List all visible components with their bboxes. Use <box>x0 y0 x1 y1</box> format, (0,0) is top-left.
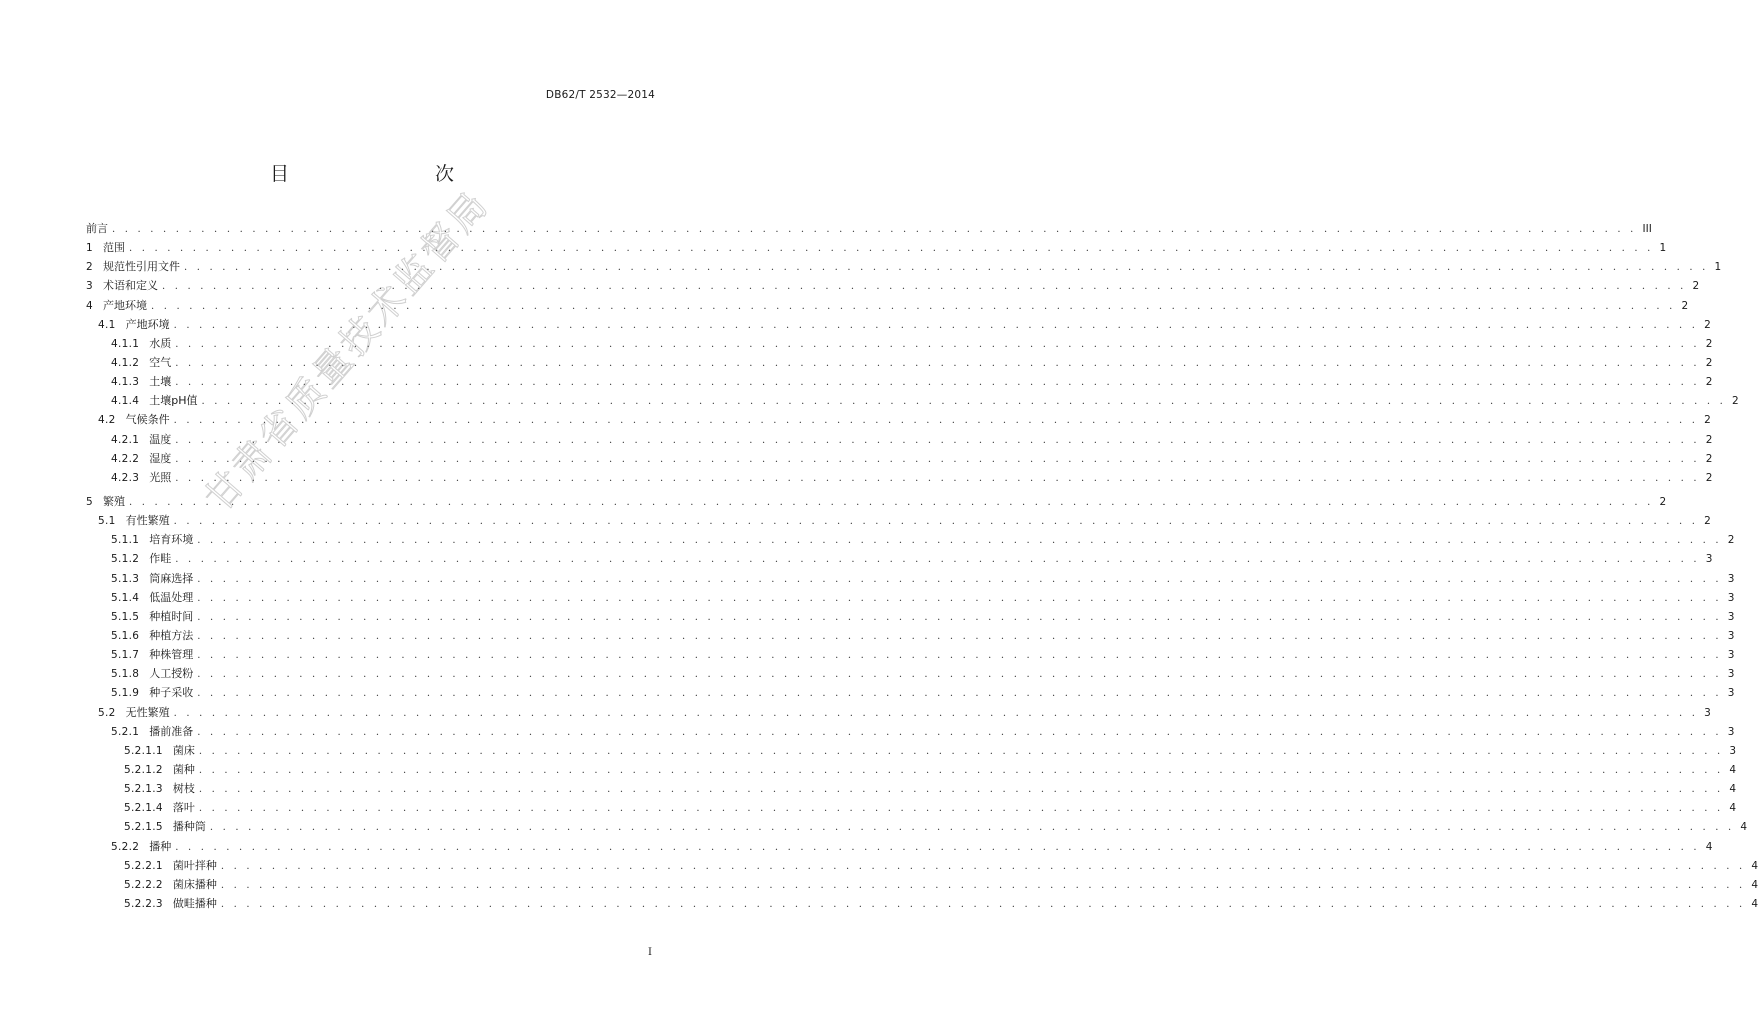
toc-entry-number: 4.2.3 <box>111 471 140 484</box>
toc-entry-page: 4 <box>1751 878 1758 891</box>
toc-entry[interactable] <box>86 569 1735 588</box>
toc-leader-dots: . . . . . . . . . . . . . . . . . . . . . . . . . . . . . . . . . . . . . . . . . . . . . . . . . . . . . . . . . . . . . . . . . . . . . . . . . . . . . . . . . . . . . . . . . . . . . . . . . . . . . . . . . . . . . . . . . . . . . . . . <box>197 592 1722 604</box>
toc-entry-page: 4 <box>1740 821 1748 834</box>
toc-entry-page: 4 <box>1705 840 1713 853</box>
page-number: I <box>648 947 652 958</box>
toc-leader-dots: . . . . . . . . . . . . . . . . . . . . . . . . . . . . . . . . . . . . . . . . . . . . . . . . . . . . . . . . . . . . . . . . . . . . . . . . . . . . . . . . . . . . . . . . . . . . . . . . . . . . . . . . . . . . . . . . . . . . . . . . <box>112 224 1637 235</box>
toc-leader-dots: . . . . . . . . . . . . . . . . . . . . . . . . . . . . . . . . . . . . . . . . . . . . . . . . . . . . . . . . . . . . . . . . . . . . . . . . . . . . . . . . . . . . . . . . . . . . . . . . . . . . . . . . . . . . . . . . . . . . . . . . <box>220 898 1746 910</box>
toc-entry-page: 3 <box>1727 649 1735 662</box>
toc-leader-dots: . . . . . . . . . . . . . . . . . . . . . . . . . . . . . . . . . . . . . . . . . . . . . . . . . . . . . . . . . . . . . . . . . . . . . . . . . . . . . . . . . . . . . . . . . . . . . . . . . . . . . . . . . . . . . . . . . . . . . . . . <box>150 300 1676 312</box>
toc-entry-number: 4.1 <box>98 318 116 331</box>
toc-entry-page: 2 <box>1705 356 1713 369</box>
toc-entry-page: 2 <box>1681 299 1689 312</box>
toc-entry[interactable] <box>86 238 1667 257</box>
toc-entry[interactable] <box>86 779 1737 798</box>
toc-entry-number: 4.1.1 <box>111 337 140 350</box>
toc-entry-page: 3 <box>1727 725 1735 738</box>
toc-entry[interactable] <box>86 664 1735 683</box>
toc-entry[interactable] <box>86 837 1713 856</box>
toc-entry[interactable] <box>86 353 1713 372</box>
toc-entry-label: 种植时间 <box>149 609 194 623</box>
toc-entry-page: 3 <box>1727 591 1735 604</box>
toc-entry-label: 播种 <box>149 839 172 853</box>
toc-entry-page: 3 <box>1727 668 1735 681</box>
toc-entry-number: 5.2.1.3 <box>124 783 163 796</box>
toc-leader-dots: . . . . . . . . . . . . . . . . . . . . . . . . . . . . . . . . . . . . . . . . . . . . . . . . . . . . . . . . . . . . . . . . . . . . . . . . . . . . . . . . . . . . . . . . . . . . . . . . . . . . . . . . . . . . . . . . . . . . . . . . <box>175 554 1700 566</box>
toc-leader-dots: . . . . . . . . . . . . . . . . . . . . . . . . . . . . . . . . . . . . . . . . . . . . . . . . . . . . . . . . . . . . . . . . . . . . . . . . . . . . . . . . . . . . . . . . . . . . . . . . . . . . . . . . . . . . . . . . . . . . . . . . <box>197 688 1722 700</box>
toc-entry-label: 种株管理 <box>149 648 194 662</box>
toc-leader-dots: . . . . . . . . . . . . . . . . . . . . . . . . . . . . . . . . . . . . . . . . . . . . . . . . . . . . . . . . . . . . . . . . . . . . . . . . . . . . . . . . . . . . . . . . . . . . . . . . . . . . . . . . . . . . . . . . . . . . . . . . <box>197 669 1722 681</box>
toc-entry-number: 5.1 <box>98 515 116 528</box>
toc-entry-label: 前言 <box>86 222 108 235</box>
toc-entry-label: 光照 <box>149 470 172 484</box>
toc-entry-number: 5.2.1.4 <box>124 802 163 815</box>
toc-entry-page: 2 <box>1705 452 1713 465</box>
toc-leader-dots: . . . . . . . . . . . . . . . . . . . . . . . . . . . . . . . . . . . . . . . . . . . . . . . . . . . . . . . . . . . . . . . . . . . . . . . . . . . . . . . . . . . . . . . . . . . . . . . . . . . . . . . . . . . . . . . . . . . . . . . . <box>220 879 1746 891</box>
toc-entry-page: 3 <box>1727 687 1735 700</box>
toc-entry-page: 2 <box>1705 471 1713 484</box>
toc-entry-label: 菌叶拌种 <box>172 858 217 872</box>
toc-entry-label: 落叶 <box>172 801 195 815</box>
toc-entry[interactable] <box>86 391 1739 410</box>
toc-entry[interactable] <box>86 549 1713 568</box>
toc-leader-dots: . . . . . . . . . . . . . . . . . . . . . . . . . . . . . . . . . . . . . . . . . . . . . . . . . . . . . . . . . . . . . . . . . . . . . . . . . . . . . . . . . . . . . . . . . . . . . . . . . . . . . . . . . . . . . . . . . . . . . . . . <box>198 745 1724 757</box>
toc-entry-number: 5.1.9 <box>111 687 140 700</box>
toc-entry-label: 土壤pH值 <box>149 394 198 408</box>
toc-leader-dots: . . . . . . . . . . . . . . . . . . . . . . . . . . . . . . . . . . . . . . . . . . . . . . . . . . . . . . . . . . . . . . . . . . . . . . . . . . . . . . . . . . . . . . . . . . . . . . . . . . . . . . . . . . . . . . . . . . . . . . . . <box>198 803 1724 815</box>
toc-entry-number: 4.2.1 <box>111 433 140 446</box>
toc-entry-label: 无性繁殖 <box>125 705 170 719</box>
toc-entry-page: 2 <box>1732 395 1739 408</box>
toc-leader-dots: . . . . . . . . . . . . . . . . . . . . . . . . . . . . . . . . . . . . . . . . . . . . . . . . . . . . . . . . . . . . . . . . . . . . . . . . . . . . . . . . . . . . . . . . . . . . . . . . . . . . . . . . . . . . . . . . . . . . . . . . <box>197 630 1722 642</box>
toc-entry-number: 5.1.4 <box>111 591 140 604</box>
toc-entry-number: 5.1.7 <box>111 649 140 662</box>
toc-entry-number: 5.2.1.2 <box>124 763 163 776</box>
toc-entry-number: 4 <box>86 299 93 312</box>
toc-entry[interactable] <box>86 626 1735 645</box>
toc-leader-dots: . . . . . . . . . . . . . . . . . . . . . . . . . . . . . . . . . . . . . . . . . . . . . . . . . . . . . . . . . . . . . . . . . . . . . . . . . . . . . . . . . . . . . . . . . . . . . . . . . . . . . . . . . . . . . . . . . . . . . . . . <box>175 338 1700 350</box>
toc-entry-label: 做畦播种 <box>172 896 217 910</box>
toc-leader-dots: . . . . . . . . . . . . . . . . . . . . . . . . . . . . . . . . . . . . . . . . . . . . . . . . . . . . . . . . . . . . . . . . . . . . . . . . . . . . . . . . . . . . . . . . . . . . . . . . . . . . . . . . . . . . . . . . . . . . . . . . <box>175 453 1700 465</box>
toc-entry-number: 5.1.5 <box>111 610 140 623</box>
toc-entry-number: 5.1.8 <box>111 668 140 681</box>
toc-leader-dots: . . . . . . . . . . . . . . . . . . . . . . . . . . . . . . . . . . . . . . . . . . . . . . . . . . . . . . . . . . . . . . . . . . . . . . . . . . . . . . . . . . . . . . . . . . . . . . . . . . . . . . . . . . . . . . . . . . . . . . . . <box>197 611 1722 623</box>
toc-entry-label: 筒麻选择 <box>149 571 194 585</box>
toc-entry[interactable] <box>86 334 1713 353</box>
toc-entry-number: 5.2.1.5 <box>124 821 163 834</box>
toc-entry[interactable] <box>86 296 1689 315</box>
toc-leader-dots: . . . . . . . . . . . . . . . . . . . . . . . . . . . . . . . . . . . . . . . . . . . . . . . . . . . . . . . . . . . . . . . . . . . . . . . . . . . . . . . . . . . . . . . . . . . . . . . . . . . . . . . . . . . . . . . . . . . . . . . . <box>198 784 1724 796</box>
table-of-contents <box>86 219 1758 913</box>
toc-entry-page: 4 <box>1729 802 1737 815</box>
toc-leader-dots: . . . . . . . . . . . . . . . . . . . . . . . . . . . . . . . . . . . . . . . . . . . . . . . . . . . . . . . . . . . . . . . . . . . . . . . . . . . . . . . . . . . . . . . . . . . . . . . . . . . . . . . . . . . . . . . . . . . . . . . . <box>220 860 1746 872</box>
toc-entry-number: 5 <box>86 495 93 508</box>
toc-entry-page: 1 <box>1659 242 1667 255</box>
toc-entry-label: 土壤 <box>149 375 172 389</box>
toc-entry-page: 3 <box>1704 706 1711 719</box>
toc-entry-number: 5.2.2.2 <box>124 878 163 891</box>
toc-entry-number: 5.2.1.1 <box>124 744 163 757</box>
toc-entry-label: 繁殖 <box>102 494 125 508</box>
toc-entry[interactable] <box>86 449 1713 468</box>
toc-entry-label: 有性繁殖 <box>125 514 170 528</box>
toc-entry[interactable] <box>86 798 1737 817</box>
toc-entry[interactable] <box>86 817 1748 836</box>
toc-entry[interactable] <box>86 875 1758 894</box>
toc-entry-number: 4.1.4 <box>111 395 140 408</box>
toc-entry-label: 树枝 <box>172 782 195 796</box>
toc-entry-number: 4.2.2 <box>111 452 140 465</box>
toc-entry-page: 4 <box>1729 763 1737 776</box>
toc-entry[interactable] <box>86 492 1667 511</box>
toc-entry-label: 菌床播种 <box>172 877 217 891</box>
toc-leader-dots: . . . . . . . . . . . . . . . . . . . . . . . . . . . . . . . . . . . . . . . . . . . . . . . . . . . . . . . . . . . . . . . . . . . . . . . . . . . . . . . . . . . . . . . . . . . . . . . . . . . . . . . . . . . . . . . . . . . . . . . . <box>173 707 1699 719</box>
toc-entry-number: 4.2 <box>98 414 116 427</box>
toc-entry-page: 2 <box>1704 318 1711 331</box>
toc-entry-number: 3 <box>86 280 93 293</box>
toc-entry-label: 种植方法 <box>149 628 194 642</box>
toc-entry-label: 气候条件 <box>125 413 170 427</box>
toc-entry[interactable] <box>86 607 1735 626</box>
toc-entry[interactable] <box>86 645 1735 664</box>
toc-entry-label: 种子采收 <box>149 686 194 700</box>
toc-entry[interactable] <box>86 894 1758 913</box>
toc-leader-dots: . . . . . . . . . . . . . . . . . . . . . . . . . . . . . . . . . . . . . . . . . . . . . . . . . . . . . . . . . . . . . . . . . . . . . . . . . . . . . . . . . . . . . . . . . . . . . . . . . . . . . . . . . . . . . . . . . . . . . . . . <box>175 434 1700 446</box>
toc-entry-label: 低温处理 <box>149 590 194 604</box>
toc-entry-label: 规范性引用文件 <box>102 260 180 274</box>
toc-entry[interactable] <box>86 219 1652 238</box>
toc-entry-label: 湿度 <box>149 451 172 465</box>
toc-entry-label: 范围 <box>102 241 125 255</box>
toc-entry-label: 温度 <box>149 432 172 446</box>
toc-entry-label: 人工授粉 <box>149 667 194 681</box>
toc-entry[interactable] <box>86 372 1713 391</box>
toc-entry[interactable] <box>86 530 1735 549</box>
toc-entry[interactable] <box>86 856 1758 875</box>
toc-entry-page: 2 <box>1692 280 1700 293</box>
toc-entry-number: 5.2 <box>98 706 116 719</box>
toc-entry-page: 3 <box>1727 610 1735 623</box>
toc-entry-page: 4 <box>1751 859 1758 872</box>
toc-entry-label: 产地环境 <box>125 317 170 331</box>
toc-entry-number: 4.1.2 <box>111 356 140 369</box>
watermark: 甘肃省质量技术监督局 <box>196 181 499 520</box>
toc-entry[interactable] <box>86 468 1713 487</box>
toc-entry[interactable] <box>86 703 1711 722</box>
toc-leader-dots: . . . . . . . . . . . . . . . . . . . . . . . . . . . . . . . . . . . . . . . . . . . . . . . . . . . . . . . . . . . . . . . . . . . . . . . . . . . . . . . . . . . . . . . . . . . . . . . . . . . . . . . . . . . . . . . . . . . . . . . . <box>197 650 1722 662</box>
toc-entry-number: 5.2.2.1 <box>124 859 163 872</box>
toc-entry-number: 5.1.2 <box>111 553 140 566</box>
toc-leader-dots: . . . . . . . . . . . . . . . . . . . . . . . . . . . . . . . . . . . . . . . . . . . . . . . . . . . . . . . . . . . . . . . . . . . . . . . . . . . . . . . . . . . . . . . . . . . . . . . . . . . . . . . . . . . . . . . . . . . . . . . . <box>183 262 1709 274</box>
toc-entry[interactable] <box>86 760 1737 779</box>
toc-entry-page: 3 <box>1727 629 1735 642</box>
toc-entry-label: 空气 <box>149 355 172 369</box>
toc-entry-page: 2 <box>1704 515 1711 528</box>
toc-entry[interactable] <box>86 410 1711 429</box>
toc-leader-dots: . . . . . . . . . . . . . . . . . . . . . . . . . . . . . . . . . . . . . . . . . . . . . . . . . . . . . . . . . . . . . . . . . . . . . . . . . . . . . . . . . . . . . . . . . . . . . . . . . . . . . . . . . . . . . . . . . . . . . . . . <box>175 357 1700 369</box>
toc-entry-number: 5.1.1 <box>111 534 140 547</box>
toc-entry-number: 5.2.1 <box>111 725 140 738</box>
toc-entry-number: 1 <box>86 242 93 255</box>
toc-leader-dots: . . . . . . . . . . . . . . . . . . . . . . . . . . . . . . . . . . . . . . . . . . . . . . . . . . . . . . . . . . . . . . . . . . . . . . . . . . . . . . . . . . . . . . . . . . . . . . . . . . . . . . . . . . . . . . . . . . . . . . . . <box>197 535 1722 547</box>
toc-entry[interactable] <box>86 722 1735 741</box>
toc-leader-dots: . . . . . . . . . . . . . . . . . . . . . . . . . . . . . . . . . . . . . . . . . . . . . . . . . . . . . . . . . . . . . . . . . . . . . . . . . . . . . . . . . . . . . . . . . . . . . . . . . . . . . . . . . . . . . . . . . . . . . . . . <box>197 573 1722 585</box>
toc-entry[interactable] <box>86 588 1735 607</box>
standard-code: DB62/T 2532—2014 <box>545 89 655 101</box>
toc-entry[interactable] <box>86 276 1700 295</box>
toc-entry-page: 2 <box>1705 376 1713 389</box>
toc-entry-page: 2 <box>1659 495 1667 508</box>
toc-entry-page: 3 <box>1729 744 1737 757</box>
toc-title: 目 次 <box>269 163 490 185</box>
toc-entry-label: 菌床 <box>172 743 195 757</box>
toc-entry-number: 2 <box>86 261 93 274</box>
toc-entry-number: 5.1.6 <box>111 629 140 642</box>
toc-entry[interactable] <box>86 511 1711 530</box>
toc-entry-number: 5.2.2.3 <box>124 897 163 910</box>
toc-entry[interactable] <box>86 430 1713 449</box>
toc-leader-dots: . . . . . . . . . . . . . . . . . . . . . . . . . . . . . . . . . . . . . . . . . . . . . . . . . . . . . . . . . . . . . . . . . . . . . . . . . . . . . . . . . . . . . . . . . . . . . . . . . . . . . . . . . . . . . . . . . . . . . . . . <box>128 496 1654 508</box>
toc-entry-page: 2 <box>1704 414 1711 427</box>
toc-entry-label: 培育环境 <box>149 533 194 547</box>
toc-entry[interactable] <box>86 315 1711 334</box>
toc-entry-page: 2 <box>1705 337 1713 350</box>
toc-entry-page: 1 <box>1714 261 1722 274</box>
toc-leader-dots: . . . . . . . . . . . . . . . . . . . . . . . . . . . . . . . . . . . . . . . . . . . . . . . . . . . . . . . . . . . . . . . . . . . . . . . . . . . . . . . . . . . . . . . . . . . . . . . . . . . . . . . . . . . . . . . . . . . . . . . . <box>173 516 1699 528</box>
toc-leader-dots: . . . . . . . . . . . . . . . . . . . . . . . . . . . . . . . . . . . . . . . . . . . . . . . . . . . . . . . . . . . . . . . . . . . . . . . . . . . . . . . . . . . . . . . . . . . . . . . . . . . . . . . . . . . . . . . . . . . . . . . . <box>161 281 1687 293</box>
toc-leader-dots: . . . . . . . . . . . . . . . . . . . . . . . . . . . . . . . . . . . . . . . . . . . . . . . . . . . . . . . . . . . . . . . . . . . . . . . . . . . . . . . . . . . . . . . . . . . . . . . . . . . . . . . . . . . . . . . . . . . . . . . . <box>175 472 1700 484</box>
toc-entry-page: 4 <box>1729 783 1737 796</box>
toc-entry-label: 播前准备 <box>149 724 194 738</box>
toc-entry-page: 3 <box>1705 553 1713 566</box>
toc-leader-dots: . . . . . . . . . . . . . . . . . . . . . . . . . . . . . . . . . . . . . . . . . . . . . . . . . . . . . . . . . . . . . . . . . . . . . . . . . . . . . . . . . . . . . . . . . . . . . . . . . . . . . . . . . . . . . . . . . . . . . . . . <box>173 319 1699 331</box>
toc-leader-dots: . . . . . . . . . . . . . . . . . . . . . . . . . . . . . . . . . . . . . . . . . . . . . . . . . . . . . . . . . . . . . . . . . . . . . . . . . . . . . . . . . . . . . . . . . . . . . . . . . . . . . . . . . . . . . . . . . . . . . . . . <box>209 822 1735 834</box>
toc-entry-page: 4 <box>1751 897 1758 910</box>
toc-entry-page: 2 <box>1705 433 1713 446</box>
toc-entry-number: 5.1.3 <box>111 572 140 585</box>
toc-entry[interactable] <box>86 257 1722 276</box>
toc-entry[interactable] <box>86 683 1735 702</box>
toc-leader-dots: . . . . . . . . . . . . . . . . . . . . . . . . . . . . . . . . . . . . . . . . . . . . . . . . . . . . . . . . . . . . . . . . . . . . . . . . . . . . . . . . . . . . . . . . . . . . . . . . . . . . . . . . . . . . . . . . . . . . . . . . <box>198 764 1724 776</box>
toc-entry-label: 术语和定义 <box>102 279 158 293</box>
toc-entry-label: 产地环境 <box>102 298 147 312</box>
toc-leader-dots: . . . . . . . . . . . . . . . . . . . . . . . . . . . . . . . . . . . . . . . . . . . . . . . . . . . . . . . . . . . . . . . . . . . . . . . . . . . . . . . . . . . . . . . . . . . . . . . . . . . . . . . . . . . . . . . . . . . . . . . . <box>175 841 1700 853</box>
toc-entry-number: 5.2.2 <box>111 840 140 853</box>
toc-entry-label: 播种筒 <box>172 820 206 834</box>
toc-leader-dots: . . . . . . . . . . . . . . . . . . . . . . . . . . . . . . . . . . . . . . . . . . . . . . . . . . . . . . . . . . . . . . . . . . . . . . . . . . . . . . . . . . . . . . . . . . . . . . . . . . . . . . . . . . . . . . . . . . . . . . . . <box>173 415 1699 427</box>
toc-entry-number: 4.1.3 <box>111 376 140 389</box>
toc-entry-label: 菌种 <box>172 762 195 776</box>
toc-leader-dots: . . . . . . . . . . . . . . . . . . . . . . . . . . . . . . . . . . . . . . . . . . . . . . . . . . . . . . . . . . . . . . . . . . . . . . . . . . . . . . . . . . . . . . . . . . . . . . . . . . . . . . . . . . . . . . . . . . . . . . . . <box>128 243 1654 255</box>
toc-entry-page: 3 <box>1727 572 1735 585</box>
toc-entry[interactable] <box>86 741 1737 760</box>
toc-leader-dots: . . . . . . . . . . . . . . . . . . . . . . . . . . . . . . . . . . . . . . . . . . . . . . . . . . . . . . . . . . . . . . . . . . . . . . . . . . . . . . . . . . . . . . . . . . . . . . . . . . . . . . . . . . . . . . . . . . . . . . . . <box>201 396 1726 408</box>
toc-leader-dots: . . . . . . . . . . . . . . . . . . . . . . . . . . . . . . . . . . . . . . . . . . . . . . . . . . . . . . . . . . . . . . . . . . . . . . . . . . . . . . . . . . . . . . . . . . . . . . . . . . . . . . . . . . . . . . . . . . . . . . . . <box>175 377 1700 389</box>
toc-entry-label: 水质 <box>149 336 172 350</box>
toc-leader-dots: . . . . . . . . . . . . . . . . . . . . . . . . . . . . . . . . . . . . . . . . . . . . . . . . . . . . . . . . . . . . . . . . . . . . . . . . . . . . . . . . . . . . . . . . . . . . . . . . . . . . . . . . . . . . . . . . . . . . . . . . <box>197 726 1722 738</box>
toc-entry-page: 2 <box>1727 534 1735 547</box>
toc-entry-label: 作畦 <box>149 552 172 566</box>
toc-entry-page: III <box>1642 223 1652 235</box>
